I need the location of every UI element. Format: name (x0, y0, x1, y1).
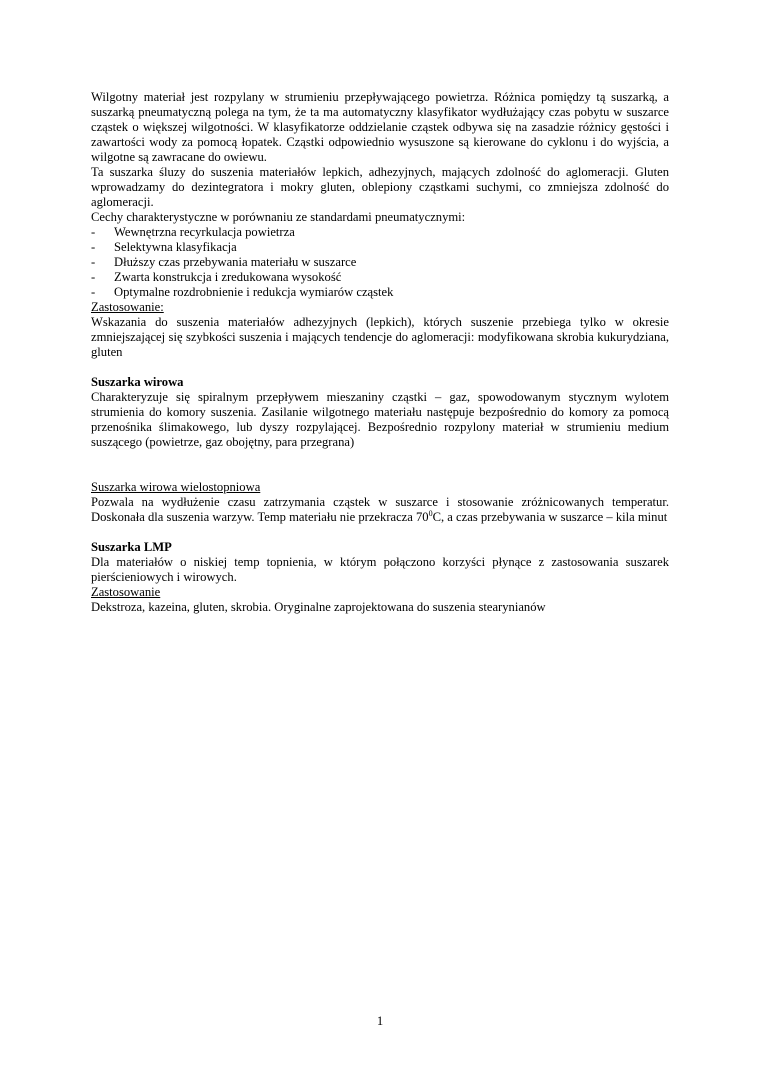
wielostopniowa-text-start: Pozwala na wydłużenie czasu zatrzymania cząstek w suszarce i stosowanie zróżnicowanych temperatur. Doskonała dla suszenia warzyw. Temp materiału nie przekracza 70 (91, 495, 669, 524)
feature-text: Wewnętrzna recyrkulacja powietrza (114, 225, 295, 239)
wirowa-paragraph: Charakteryzuje się spiralnym przepływem mieszaniny cząstki – gaz, spowodowanym stycznym wylotem strumienia do komory suszenia. Zasilanie wilgotnego materiału następuje bezpośrednio do komory za pomocą przenośnika ślimakowego, lub dyszy rozpylającej. Bezpośrednio rozpylony materiał w strumieniu medium suszącego (powietrze, gaz obojętny, para przegrana) (91, 390, 669, 449)
feature-text: Optymalne rozdrobnienie i redukcja wymiarów cząstek (114, 285, 394, 299)
list-item (91, 285, 669, 300)
intro-paragraph: Wilgotny materiał jest rozpylany w strumieniu przepływającego powietrza. Różnica pomiędzy tą suszarką, a suszarką pneumatyczną polega na tym, że ta ma automatyczny klasyfikator wydłużający czas pobytu w suszarce cząstek o większej wilgotności. W klasyfikatorze oddzielanie cząstek odbywa się na zasadzie różnicy gęstości i zawartości wody za pomocą łopatek. Cząstki odpowiednio wysuszone są kierowane do cyklonu i do wyjścia, a wilgotne są zawracane do owiewu. (91, 90, 669, 164)
features-heading: Cechy charakterystyczne w porównaniu ze standardami pneumatycznymi: (91, 210, 466, 224)
lmp-usage-paragraph: Dekstroza, kazeina, gluten, skrobia. Oryginalne zaprojektowana do suszenia stearynianów (91, 600, 546, 614)
wielostopniowa-text-end: C, a czas przebywania w suszarce – kila minut (432, 510, 668, 524)
features-list (91, 225, 669, 300)
usage-paragraph: Wskazania do suszenia materiałów adhezyjnych (lepkich), których suszenie przebiega tylko w okresie zmniejszającej się szybkości suszenia i mających tendencje do aglomeracji: modyfikowana skrobia kukurydziana, gluten (91, 315, 669, 359)
feature-text: Dłuższy czas przebywania materiału w suszarce (114, 255, 357, 269)
spacer (91, 525, 669, 540)
lmp-usage-heading: Zastosowanie (91, 585, 161, 599)
bullet-dash: - (91, 285, 96, 299)
list-item (91, 270, 669, 285)
document-page (91, 90, 669, 615)
gluten-paragraph: Ta suszarka śluzy do suszenia materiałów lepkich, adhezyjnych, mających zdolność do aglomeracji. Gluten wprowadzamy do dezintegratora i mokry gluten, oblepiony cząstkami suchymi, co zmniejsza zdolność do aglomeracji. (91, 165, 669, 209)
section-title-wielostopniowa: Suszarka wirowa wielostopniowa (91, 480, 261, 494)
section-title-lmp: Suszarka LMP (91, 540, 172, 554)
feature-text: Selektywna klasyfikacja (114, 240, 237, 254)
lmp-paragraph: Dla materiałów o niskiej temp topnienia, w którym połączono korzyści płynące z zastosowania suszarek pierścieniowych i wirowych. (91, 555, 669, 584)
list-item (91, 240, 669, 255)
spacer (91, 450, 669, 480)
list-item (91, 225, 669, 240)
usage-heading: Zastosowanie: (91, 300, 164, 314)
wielostopniowa-paragraph (91, 495, 669, 525)
bullet-dash: - (91, 225, 96, 239)
bullet-dash: - (91, 240, 96, 254)
page-number: 1 (376, 1014, 384, 1028)
bullet-dash: - (91, 270, 96, 284)
feature-text: Zwarta konstrukcja i zredukowana wysokość (114, 270, 342, 284)
section-title-wirowa: Suszarka wirowa (91, 375, 184, 389)
list-item (91, 255, 669, 270)
spacer (91, 360, 669, 375)
degree-superscript: 0 (428, 508, 433, 518)
bullet-dash: - (91, 255, 96, 269)
